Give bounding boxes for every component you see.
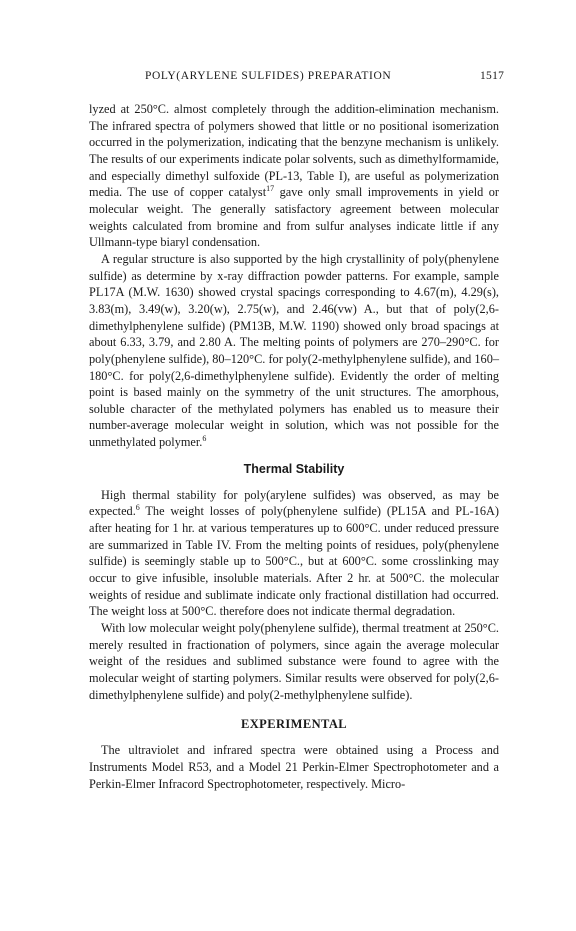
paragraph-thermal-treatment: With low molecular weight poly(phenylene sulfide), thermal treatment at 250°C. merely resulted in fractionation of polymers, since again the average molecular weight of the residues and sublimed substance were found to agree with the molecular weight of starting polymers. Similar results were observed for poly(2,6-dimethylphenylene sulfide) and poly(2-methylphenylene sulfide). (89, 621, 499, 702)
paragraph-text: The weight losses of poly(phenylene sulfide) (PL15A and PL-16A) after heating for 1 hr. at various temperatures up to 600°C. under reduced pressure are summarized in Table IV. From the melting points of residues, poly(phenylene sulfide) is seemingly stable up to 500°C., but at 600°C. some crosslinking may occur to give infusible, insoluble materials. After 2 hr. at 500°C. the molecular weights of residue and sublimate indicate only fractional distillation had occurred. The weight loss at 500°C. therefore does not indicate thermal degradation. (89, 504, 499, 619)
reference-marker: 17 (266, 184, 275, 194)
reference-marker: 6 (135, 503, 140, 513)
article-body (89, 101, 499, 792)
paragraph-text: High thermal stability for poly(arylene sulfides) was observed, as may be expected. (89, 487, 499, 519)
paragraph-mechanism (89, 101, 499, 251)
section-heading-thermal-stability: Thermal Stability (243, 461, 345, 476)
paragraph-crystallinity (89, 251, 499, 451)
running-head (0, 70, 576, 86)
paragraph-text: A regular structure is also supported by the high crystallinity of poly(phenylene sulfide) as determine by x-ray diffraction powder patterns. For example, sample PL17A (M.W. 1630) showed crystal spacings corresponding to 4.67(m), 4.29(s), 3.83(m), 3.49(w), 3.20(w), 2.75(w), and 2.46(vw) A., but that of poly(2,6-dimethylphenylene sulfide) (PM13B, M.W. 1190) showed only broad spacings at about 6.33, 3.79, and 2.80 A. The melting points of polymers are 270–290°C. for poly(phenylene sulfide), 80–120°C. for poly(2-methylphenylene sulfide), and 160–180°C. for poly(2,6-dimethylphenylene sulfide). Evidently the order of melting point is based mainly on the symmetry of the unit structures. The amorphous, soluble character of the methylated polymers has enabled us to measure their number-average molecular weight in solution, which was not possible for the unmethylated polymer. (89, 251, 499, 450)
section-heading-experimental: EXPERIMENTAL (241, 717, 347, 732)
paragraph-experimental: The ultraviolet and infrared spectra were obtained using a Process and Instruments Model R53, and a Model 21 Perkin-Elmer Spectrophotometer and a Perkin-Elmer Infracord Spectrophotometer, respectively. Micro- (89, 743, 499, 791)
reference-marker: 6 (202, 434, 207, 444)
page-number: 1517 (480, 70, 505, 82)
running-title: POLY(ARYLENE SULFIDES) PREPARATION (145, 70, 392, 82)
paragraph-text: lyzed at 250°C. almost completely through the addition-elimination mechanism. The infrared spectra of polymers showed that little or no positional isomerization occurred in the polymerization, indicating that the benzyne mechanism is unlikely. The results of our experiments indicate polar solvents, such as dimethylformamide, and especially dimethyl sulfoxide (PL-13, Table I), are useful as polymerization media. The use of copper catalyst (89, 102, 499, 200)
paragraph-text: gave only small improvements in yield or molecular weight. The generally satisfactory agreement between molecular weights calculated from bromine and from sulfur analyses indicate little if any Ullmann-type biaryl condensation. (89, 185, 499, 250)
paragraph-thermal-stability (89, 487, 499, 620)
